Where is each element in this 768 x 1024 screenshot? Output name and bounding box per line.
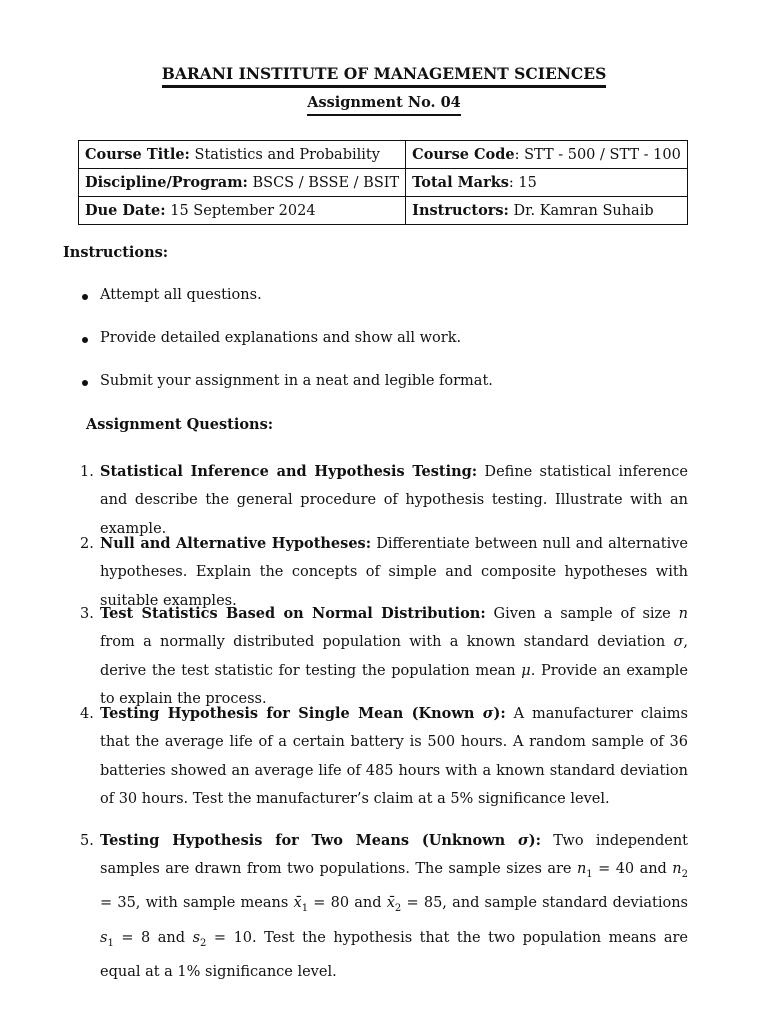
table-row bbox=[79, 141, 688, 169]
bullet-icon bbox=[82, 294, 88, 300]
table-row bbox=[79, 197, 688, 225]
questions-heading: Assignment Questions: bbox=[86, 416, 274, 433]
course-title-cell: Course Title: Statistics and Probability bbox=[79, 141, 406, 169]
discipline-cell: Discipline/Program: BSCS / BSSE / BSIT bbox=[79, 169, 406, 197]
assignment-number: Assignment No. 04 bbox=[0, 94, 768, 116]
bullet-icon bbox=[82, 337, 88, 343]
instructions-heading: Instructions: bbox=[63, 244, 169, 261]
question-5: 5. Testing Hypothesis for Two Means (Unknown σ): Two independent samples are drawn from two populations. The sample sizes are $n_1 = 40$ and $n_2 = 35$, with sample means $x̄_1 = 80$ and $x̄_2 = 85$, and sample standard deviations $s_1 = 8$ and $s_2 = 10$. Test the hypothesis that the two population means are equal at a 1% significance level. bbox=[80, 832, 688, 980]
question-1: 1. Statistical Inference and Hypothesis Testing: Define statistical inference and describe the general procedure of hypothesis testing. Illustrate with an example. bbox=[80, 463, 688, 537]
question-4: 4. Testing Hypothesis for Single Mean (Known σ): A manufacturer claims that the average life of a certain battery is 500 hours. A random sample of 36 batteries showed an average life of 485 hours with a known standard deviation of 30 hours. Test the manufacturer’s claim at a 5% significance level. bbox=[80, 705, 688, 807]
course-info-table bbox=[78, 140, 688, 225]
question-2: 2. Null and Alternative Hypotheses: Differentiate between null and alternative hypotheses. Explain the concepts of simple and composite hypotheses with suitable examples. bbox=[80, 535, 688, 609]
table-row bbox=[79, 169, 688, 197]
bullet-icon bbox=[82, 380, 88, 386]
due-date-cell: Due Date: 15 September 2024 bbox=[79, 197, 406, 225]
institute-title: BARANI INSTITUTE OF MANAGEMENT SCIENCES bbox=[0, 64, 768, 88]
question-3: 3. Test Statistics Based on Normal Distribution: Given a sample of size n from a normally distributed population with a known standard deviation σ, derive the test statistic for testing the population mean μ. Provide an example to explain the process. bbox=[80, 605, 688, 707]
instructors-cell: Instructors: Dr. Kamran Suhaib bbox=[406, 197, 688, 225]
course-code-cell: Course Code: STT - 500 / STT - 100 bbox=[406, 141, 688, 169]
total-marks-cell: Total Marks: 15 bbox=[406, 169, 688, 197]
